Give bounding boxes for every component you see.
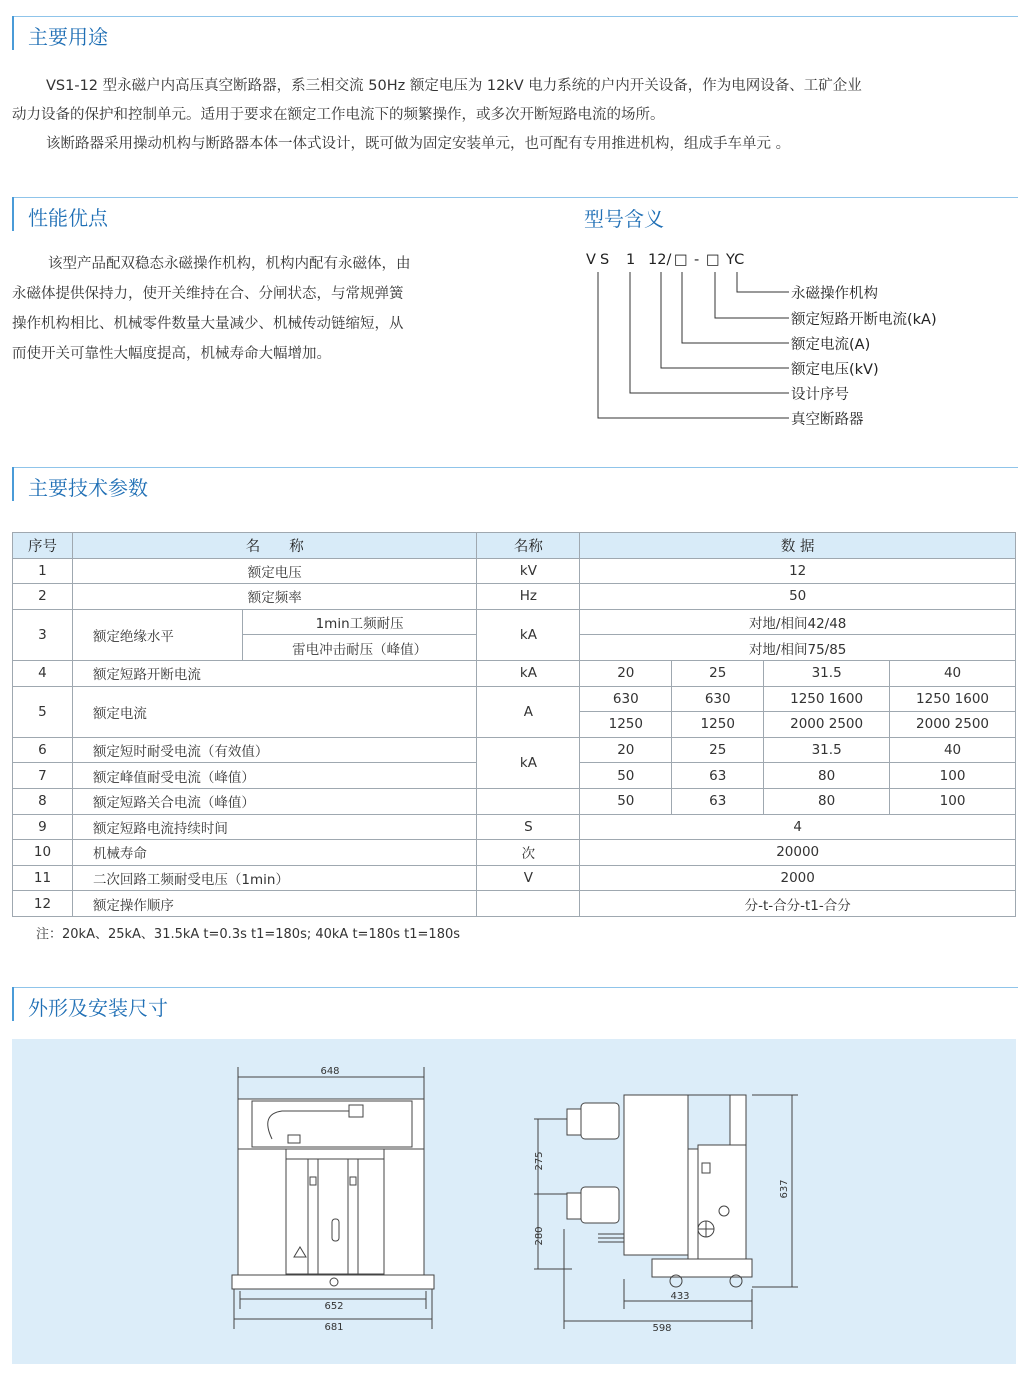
cell-value: 31.5 — [764, 660, 890, 686]
model-code-1: 1 — [626, 252, 636, 268]
table-row — [13, 814, 1016, 840]
cell-name: 额定操作顺序 — [72, 891, 477, 917]
cell-unit: kA — [477, 737, 580, 788]
section-model-title: 型号含义 — [584, 207, 664, 231]
cell-no: 12 — [13, 891, 73, 917]
cell-no: 5 — [13, 686, 73, 737]
usage-line-1: VS1-12 型永磁户内高压真空断路器，系三相交流 50Hz 额定电压为 12kV 电力系统的户内开关设备，作为电网设备、工矿企业 — [46, 78, 862, 94]
cell-value: 80 — [764, 763, 890, 789]
cell-no: 2 — [13, 584, 73, 610]
usage-paragraph — [12, 72, 1022, 159]
spec-table — [12, 532, 1016, 917]
model-code-box-current: □ — [674, 252, 688, 268]
cell-value: 2000 2500 — [890, 712, 1016, 738]
cell-value: 63 — [672, 788, 764, 814]
model-code-dash: - — [694, 252, 700, 268]
table-row — [13, 865, 1016, 891]
model-label-rated-voltage: 额定电压(kV) — [791, 362, 879, 378]
section-dims-title: 外形及安装尺寸 — [28, 996, 168, 1020]
cell-no: 1 — [13, 558, 73, 584]
model-label-vacuum-breaker: 真空断路器 — [791, 412, 864, 428]
table-row — [13, 584, 1016, 610]
front-view-drawing — [232, 1067, 434, 1329]
cell-name: 额定短路关合电流（峰值） — [72, 788, 477, 814]
section-usage-title: 主要用途 — [28, 25, 108, 49]
model-code-box-break: □ — [706, 252, 720, 268]
dim-front-681: 681 — [324, 1322, 344, 1333]
cell-unit: Hz — [477, 584, 580, 610]
cell-name: 额定电压 — [72, 558, 477, 584]
cell-value: 50 — [580, 584, 1016, 610]
cell-value: 630 — [672, 686, 764, 712]
model-label-rated-current: 额定电流(A) — [791, 337, 871, 353]
cell-unit: V — [477, 865, 580, 891]
table-row — [13, 788, 1016, 814]
table-row — [13, 558, 1016, 584]
cell-value: 20000 — [580, 840, 1016, 866]
section-dims-header — [12, 987, 168, 1021]
dim-side-598: 598 — [652, 1323, 672, 1334]
advantages-line-4: 而使开关可靠性大幅度提高，机械寿命大幅增加。 — [12, 346, 331, 362]
header-no: 序号 — [13, 533, 73, 559]
cell-no: 3 — [13, 609, 73, 660]
cell-value: 1250 1600 — [890, 686, 1016, 712]
table-row — [13, 660, 1016, 686]
cell-name: 额定绝缘水平 — [72, 609, 242, 660]
cell-unit: 次 — [477, 840, 580, 866]
cell-value: 630 — [580, 686, 672, 712]
section-params-title: 主要技术参数 — [28, 476, 148, 500]
table-row — [13, 686, 1016, 712]
table-footnote: 注：20kA、25kA、31.5kA t=0.3s t1=180s; 40kA t=180s t1=180s — [36, 927, 461, 942]
cell-unit: kA — [477, 609, 580, 660]
advantages-line-3: 操作机构相比、机械零件数量大量减少、机械传动链缩短，从 — [12, 316, 404, 332]
usage-line-3: 该断路器采用操动机构与断路器本体一体式设计，既可做为固定安装单元，也可配有专用推进机构，组成手车单元 。 — [46, 136, 791, 152]
cell-value: 63 — [672, 763, 764, 789]
cell-value: 2000 — [580, 865, 1016, 891]
cell-name: 机械寿命 — [72, 840, 477, 866]
model-code-s: S — [600, 252, 610, 268]
cell-value: 40 — [890, 660, 1016, 686]
cell-value: 1250 — [580, 712, 672, 738]
cell-value: 31.5 — [764, 737, 890, 763]
model-code-v: V — [586, 252, 596, 268]
cell-no: 8 — [13, 788, 73, 814]
table-row — [13, 891, 1016, 917]
cell-value: 80 — [764, 788, 890, 814]
cell-unit: S — [477, 814, 580, 840]
header-data: 数 据 — [580, 533, 1016, 559]
cell-name: 二次回路工频耐受电压（1min） — [72, 865, 477, 891]
dim-side-275: 275 — [534, 1151, 545, 1171]
cell-value: 2000 2500 — [764, 712, 890, 738]
cell-value: 分-t-合分-t1-合分 — [580, 891, 1016, 917]
cell-value: 20 — [580, 737, 672, 763]
header-unit: 名称 — [477, 533, 580, 559]
advantages-paragraph — [12, 249, 502, 369]
table-row — [13, 609, 1016, 635]
table-row — [13, 737, 1016, 763]
header-name: 名 称 — [72, 533, 477, 559]
table-header-row — [13, 533, 1016, 559]
cell-name: 额定短路电流持续时间 — [72, 814, 477, 840]
cell-value: 1250 1600 — [764, 686, 890, 712]
cell-value: 50 — [580, 763, 672, 789]
dimension-drawings — [12, 1039, 1016, 1364]
dimension-drawing-panel — [12, 1039, 1016, 1364]
cell-value: 对地/相间42/48 — [580, 609, 1016, 635]
cell-subname: 1min工频耐压 — [242, 609, 477, 635]
model-code-diagram — [584, 250, 1004, 440]
cell-value: 40 — [890, 737, 1016, 763]
section-usage-header — [12, 16, 108, 50]
advantages-line-2: 永磁体提供保持力，使开关维持在合、分闸状态，与常规弹簧 — [12, 286, 404, 302]
cell-unit: kA — [477, 660, 580, 686]
advantages-line-1: 该型产品配双稳态永磁操作机构，机构内配有永磁体，由 — [48, 256, 411, 272]
cell-value: 12 — [580, 558, 1016, 584]
cell-no: 4 — [13, 660, 73, 686]
cell-value: 25 — [672, 737, 764, 763]
dim-side-280: 280 — [534, 1226, 545, 1246]
model-code-12: 12/ — [648, 252, 672, 268]
cell-name: 额定短路开断电流 — [72, 660, 477, 686]
side-view-drawing — [534, 1095, 798, 1329]
section-advantages-header — [12, 197, 108, 231]
section-params-header — [12, 467, 148, 501]
cell-no: 9 — [13, 814, 73, 840]
cell-unit — [477, 891, 580, 917]
cell-subname: 雷电冲击耐压（峰值） — [242, 635, 477, 661]
cell-name: 额定电流 — [72, 686, 477, 737]
cell-no: 6 — [13, 737, 73, 763]
dim-side-637: 637 — [779, 1179, 790, 1199]
cell-name: 额定峰值耐受电流（峰值） — [72, 763, 477, 789]
cell-value: 100 — [890, 763, 1016, 789]
cell-no: 10 — [13, 840, 73, 866]
dim-front-652: 652 — [324, 1301, 344, 1312]
cell-unit: kV — [477, 558, 580, 584]
cell-name: 额定频率 — [72, 584, 477, 610]
table-row — [13, 840, 1016, 866]
section-advantages-title: 性能优点 — [28, 206, 108, 230]
model-label-design-no: 设计序号 — [791, 387, 849, 403]
cell-value: 20 — [580, 660, 672, 686]
usage-line-2: 动力设备的保护和控制单元。适用于要求在额定工作电流下的频繁操作，或多次开断短路电流的场所。 — [12, 107, 665, 123]
model-code-leader-lines — [584, 250, 794, 440]
cell-no: 7 — [13, 763, 73, 789]
cell-unit: A — [477, 686, 580, 737]
cell-no: 11 — [13, 865, 73, 891]
cell-value: 25 — [672, 660, 764, 686]
model-label-break-current: 额定短路开断电流(kA) — [791, 312, 937, 328]
model-code-yc: YC — [726, 252, 745, 268]
cell-value: 4 — [580, 814, 1016, 840]
cell-value: 100 — [890, 788, 1016, 814]
cell-name: 额定短时耐受电流（有效值） — [72, 737, 477, 763]
cell-unit — [477, 788, 580, 814]
cell-value: 1250 — [672, 712, 764, 738]
dim-side-433: 433 — [670, 1291, 690, 1302]
dim-front-648: 648 — [320, 1066, 340, 1077]
cell-value: 50 — [580, 788, 672, 814]
cell-value: 对地/相间75/85 — [580, 635, 1016, 661]
model-label-magnet: 永磁操作机构 — [791, 286, 878, 302]
